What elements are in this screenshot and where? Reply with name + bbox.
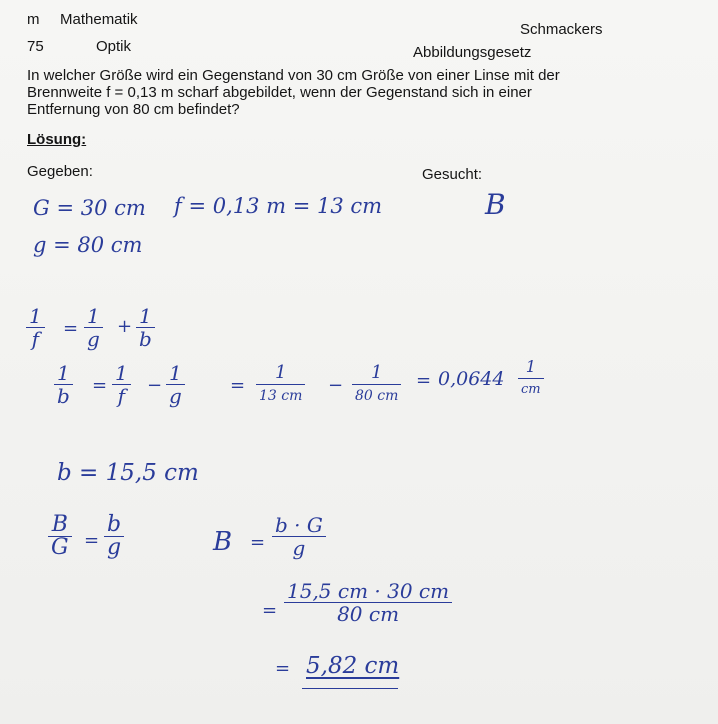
given-G-value: G = 30 cm: [33, 196, 146, 220]
substituted-fraction: [284, 580, 452, 625]
question-line-3: Entfernung von 80 cm befindet?: [27, 101, 240, 118]
fraction-numerator: 1: [57, 361, 70, 385]
author-name: Schmackers: [520, 21, 603, 38]
solution-heading: Lösung:: [27, 131, 87, 148]
formula-plus: +: [117, 316, 133, 337]
rearranged-term3-fraction: [256, 362, 305, 407]
fraction-numerator: 1: [139, 304, 152, 328]
fraction-denominator: b: [139, 327, 152, 351]
result-unit-fraction: [518, 356, 544, 401]
subject-code: m: [27, 11, 40, 28]
fraction-numerator: 1: [169, 361, 182, 385]
rearranged-equals-1: =: [92, 375, 108, 396]
solved-equals: =: [250, 532, 266, 553]
rearranged-result: 0,0644: [438, 368, 505, 390]
given-label: Gegeben:: [27, 163, 93, 180]
fraction-numerator: 1: [274, 362, 287, 383]
ratio-lhs-fraction: [48, 514, 72, 559]
fraction-denominator: cm: [521, 382, 541, 397]
fraction-numerator: 15,5 cm · 30 cm: [287, 579, 450, 603]
fraction-denominator: b: [57, 384, 70, 408]
final-equals: =: [275, 658, 291, 679]
rearranged-term2-fraction: [166, 362, 185, 407]
rearranged-term4-fraction: [352, 362, 401, 407]
ratio-equals: =: [84, 530, 100, 551]
rearranged-term1-fraction: [112, 362, 131, 407]
formula-equals: =: [63, 318, 79, 339]
question-text: [27, 67, 687, 118]
fraction-denominator: g: [292, 536, 306, 560]
formula-term1-fraction: [84, 305, 103, 350]
rearranged-equals-2: =: [230, 375, 246, 396]
rearranged-lhs-fraction: [54, 362, 73, 407]
fraction-denominator: 13 cm: [259, 388, 303, 404]
fraction-denominator: g: [87, 327, 100, 351]
fraction-numerator: 1: [115, 361, 128, 385]
given-f-value: f = 0,13 m = 13 cm: [174, 194, 383, 218]
final-result: 5,82 cm: [306, 653, 400, 679]
subject-title: Mathematik: [60, 11, 138, 28]
question-line-1: In welcher Größe wird ein Gegenstand von 30 cm Größe von einer Linse mit der: [27, 67, 560, 84]
ratio-rhs-fraction: [104, 514, 124, 559]
solved-B: B: [213, 527, 233, 557]
fraction-denominator: g: [169, 384, 182, 408]
fraction-denominator: f: [117, 384, 126, 408]
rearranged-minus-1: −: [147, 375, 163, 396]
fraction-numerator: b · G: [275, 513, 323, 537]
topic-label: Optik: [96, 38, 132, 55]
fraction-numerator: B: [51, 512, 68, 537]
fraction-denominator: G: [51, 535, 69, 560]
fraction-denominator: 80 cm: [355, 388, 399, 404]
fraction-denominator: f: [31, 327, 40, 351]
solved-fraction: [272, 514, 326, 559]
final-double-underline: [302, 688, 398, 689]
fraction-numerator: 1: [29, 304, 42, 328]
given-g-value: g = 80 cm: [33, 233, 143, 257]
fraction-numerator: b: [107, 512, 122, 537]
fraction-numerator: 1: [370, 362, 383, 383]
fraction-denominator: g: [107, 535, 122, 560]
fraction-numerator: 1: [525, 357, 536, 376]
rearranged-equals-3: =: [416, 370, 432, 391]
b-result: b = 15,5 cm: [57, 460, 199, 486]
subtopic-label: Abbildungsgesetz: [413, 44, 532, 61]
formula-lhs-fraction: [26, 305, 45, 350]
sought-label: Gesucht:: [422, 166, 483, 183]
formula-term2-fraction: [136, 305, 155, 350]
sought-B-value: B: [485, 188, 506, 221]
rearranged-minus-2: −: [328, 375, 344, 396]
fraction-numerator: 1: [87, 304, 100, 328]
substituted-equals: =: [262, 600, 278, 621]
fraction-denominator: 80 cm: [337, 602, 400, 626]
question-line-2: Brennweite f = 0,13 m scharf abgebildet, wenn der Gegenstand sich in einer: [27, 84, 532, 101]
exercise-number: 75: [27, 38, 44, 55]
